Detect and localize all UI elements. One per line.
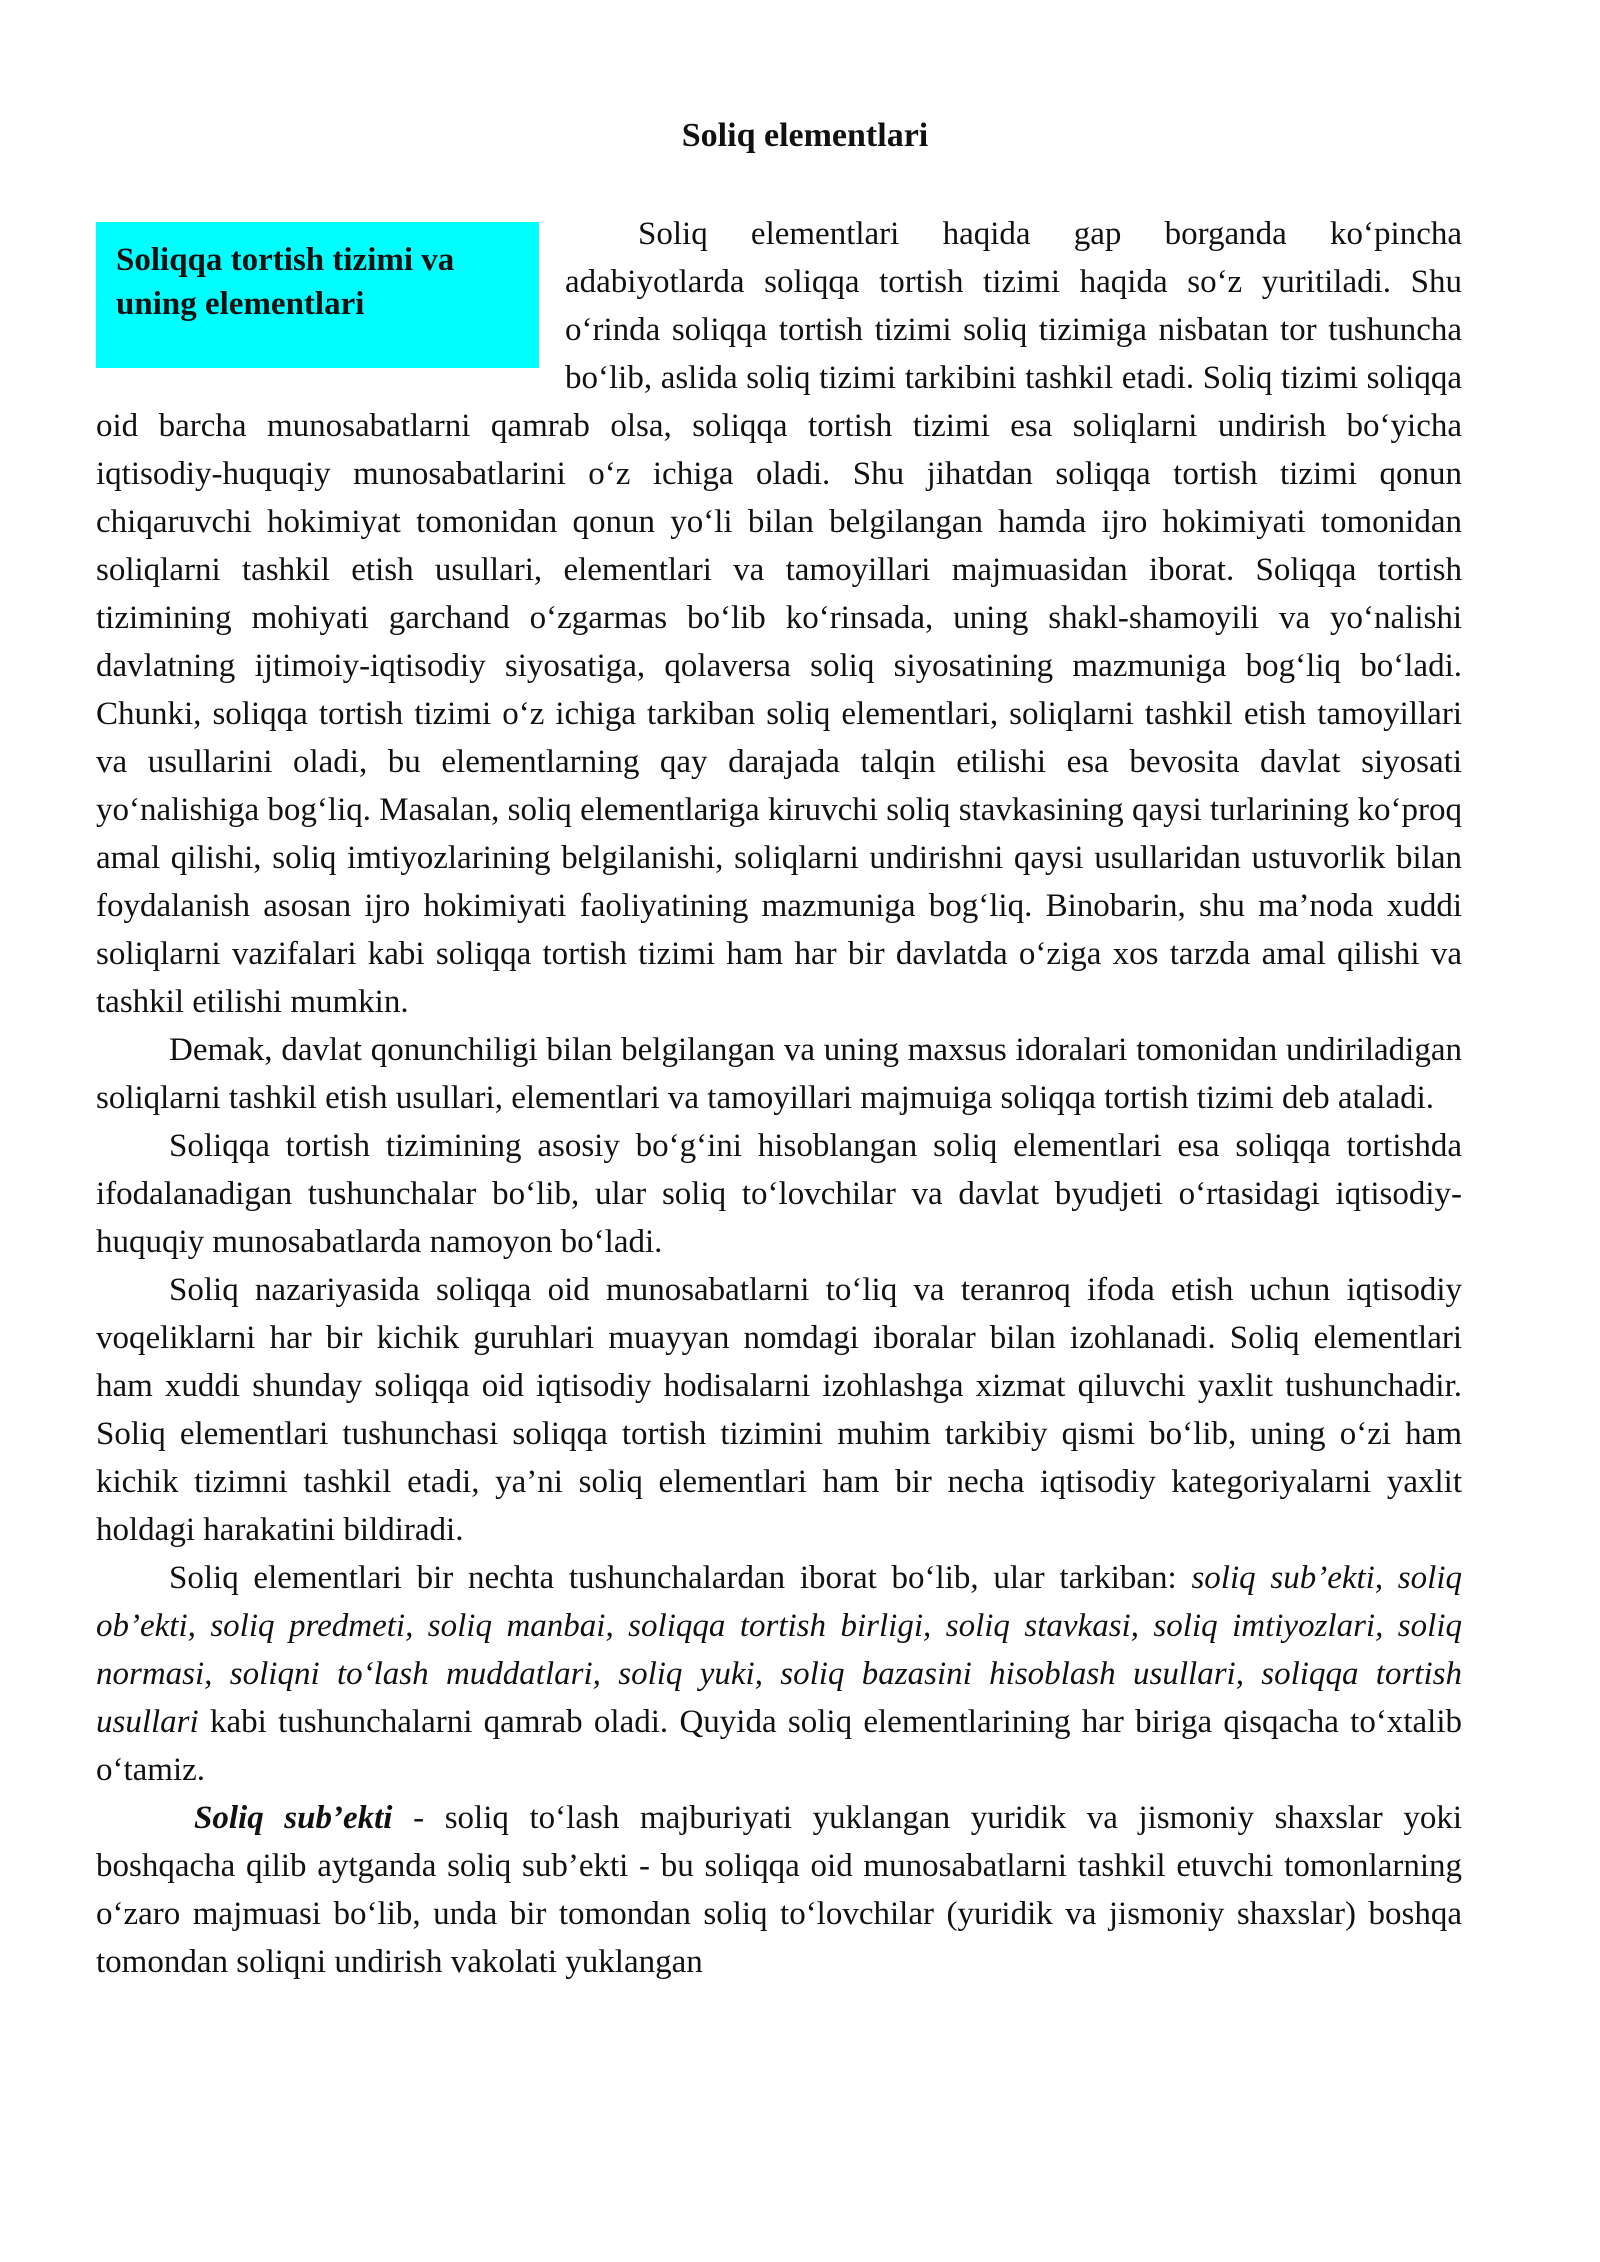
page-title: Soliq elementlari bbox=[681, 117, 929, 154]
section-heading-line1: Soliqqa tortish tizimi va bbox=[116, 242, 455, 278]
tax-elements-list: soliq sub’ekti, soliq ob’ekti, soliq predmeti, soliq manbai, soliqqa tortish birligi, soliq stavkasi, soliq imtiyozlari, soliq normasi, soliqni toʻlash muddatlari, soliq yuki, soliq bazasini hisoblash usullari, soliqqa tortish usullari bbox=[96, 1560, 1462, 1740]
paragraph-4: Soliq nazariyasida soliqqa oid munosabatlarni toʻliq va teranroq ifoda etish uchun iqtisodiy voqeliklarni har bir kichik guruhlari muayyan nomdagi iboralar bilan izohlanadi. Soliq elementlari ham xuddi shunday soliqqa oid iqtisodiy hodisalarni izohlashga xizmat qiluvchi yaxlit tushunchadir. Soliq elementlari tushunchasi soliqqa tortish tizimini muhim tarkibiy qismi boʻlib, uning oʻzi ham kichik tizimni tashkil etadi, ya’ni soliq elementlari ham bir necha iqtisodiy kategoriyalarni yaxlit holdagi harakatini bildiradi. bbox=[96, 1272, 1462, 1548]
paragraph-6 bbox=[96, 1794, 1462, 1986]
paragraph-1: Soliq elementlari haqida gap borganda koʻpincha adabiyotlarda soliqqa tortish tizimi haqida soʻz yuritiladi. Shu oʻrinda soliqqa tortish tizimi soliq tizimiga nisbatan tor tushuncha boʻlib, aslida soliq tizimi tarkibini tashkil etadi. Soliq tizimi soliqqa oid barcha munosabatlarni qamrab olsa, soliqqa tortish tizimi esa soliqlarni undirish boʻyicha iqtisodiy-huquqiy munosabatlarini oʻz ichiga oladi. Shu jihatdan soliqqa tortish tizimi qonun chiqaruvchi hokimiyat tomonidan qonun yoʻli bilan belgilangan hamda ijro hokimiyati tomonidan soliqlarni tashkil etish usullari, elementlari va tamoyillari majmuasidan iborat. Soliqqa tortish tizimining mohiyati garchand oʻzgarmas boʻlib koʻrinsada, uning shakl-shamoyili va yoʻnalishi davlatning ijtimoiy-iqtisodiy siyosatiga, qolaversa soliq siyosatining mazmuniga bogʻliq boʻladi. Chunki, soliqqa tortish tizimi oʻz ichiga tarkiban soliq elementlari, soliqlarni tashkil etish tamoyillari va usullarini oladi, bu elementlarning qay darajada talqin etilishi esa bevosita davlat siyosati yoʻnalishiga bogʻliq. Masalan, soliq elementlariga kiruvchi soliq stavkasining qaysi turlarining koʻproq amal qilishi, soliq imtiyozlarining belgilanishi, soliqlarni undirishni qaysi usullaridan ustuvorlik bilan foydalanish asosan ijro hokimiyati faoliyatining mazmuniga bogʻliq. Binobarin, shu ma’noda xuddi soliqlarni vazifalari kabi soliqqa tortish tizimi ham har bir davlatda oʻziga xos tarzda amal qilishi va tashkil etilishi mumkin. bbox=[96, 216, 1462, 1020]
paragraph-5-intro: Soliq elementlari bir nechta tushunchalardan iborat boʻlib, ular tarkiban: bbox=[169, 1560, 1192, 1596]
document-body bbox=[96, 210, 1462, 1986]
section-heading-line2: uning elementlari bbox=[116, 286, 365, 322]
term-tax-subject: Soliq sub’ekti bbox=[194, 1800, 393, 1836]
paragraph-2: Demak, davlat qonunchiligi bilan belgilangan va uning maxsus idoralari tomonidan undiriladigan soliqlarni tashkil etish usullari, elementlari va tamoyillari majmuiga soliqqa tortish tizimi deb ataladi. bbox=[96, 1032, 1462, 1116]
paragraph-3: Soliqqa tortish tizimining asosiy boʻgʻini hisoblangan soliq elementlari esa soliqqa tortishda ifodalanadigan tushunchalar boʻlib, ular soliq toʻlovchilar va davlat byudjeti oʻrtasidagi iqtisodiy-huquqiy munosabatlarda namoyon boʻladi. bbox=[96, 1128, 1462, 1260]
section-heading-box bbox=[96, 222, 539, 368]
paragraph-5-ending: kabi tushunchalarni qamrab oladi. Quyida soliq elementlarining har biriga qisqacha toʻxtalib oʻtamiz. bbox=[96, 1704, 1462, 1788]
paragraph-6-definition: - soliq toʻlash majburiyati yuklangan yuridik va jismoniy shaxslar yoki boshqacha qilib aytganda soliq sub’ekti - bu soliqqa oid munosabatlarni tashkil etuvchi tomonlarning oʻzaro majmuasi boʻlib, unda bir tomondan soliq toʻlovchilar (yuridik va jismoniy shaxslar) boshqa tomondan soliqni undirish vakolati yuklangan bbox=[96, 1800, 1463, 1980]
paragraph-5 bbox=[96, 1554, 1462, 1794]
